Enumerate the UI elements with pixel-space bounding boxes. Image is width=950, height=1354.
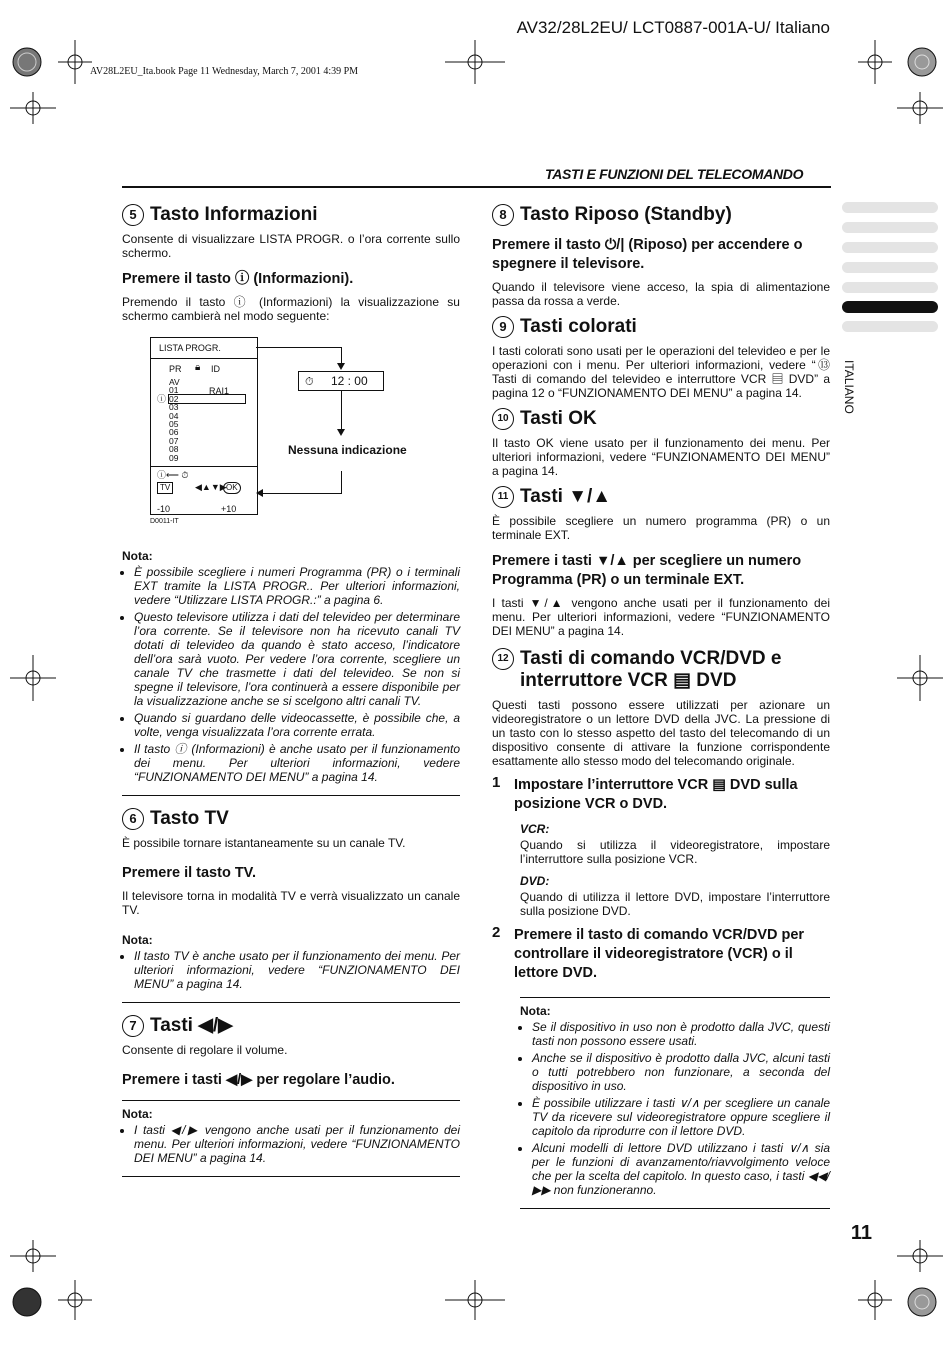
display-diagram	[122, 337, 460, 527]
section-5-heading	[122, 204, 460, 226]
section-number: 7	[122, 1015, 144, 1037]
section-title-text: Tasto Riposo (Standby)	[520, 204, 732, 225]
channel-id: RAI1	[209, 386, 230, 396]
section-number: 9	[492, 316, 514, 338]
figure-code: D0011-IT	[150, 518, 179, 525]
step-1-details	[520, 822, 830, 918]
step-text: Premere il tasto di comando VCR/DVD per controllare il videoregistratore (VCR) o il lettore DVD.	[514, 927, 805, 981]
section-6-heading	[122, 808, 460, 830]
page-number: 11	[850, 1222, 872, 1244]
side-tab	[842, 242, 938, 253]
section-title-text: Tasti OK	[520, 408, 597, 429]
info-to-clock-icon: ⓘ⟵ ⏱	[157, 470, 189, 480]
note-item: • È possibile scegliere i numeri Programma (PR) o i terminali EXT tramite la LISTA PROGR.. Per ulteriori informazioni, vedere “Utilizzare LISTA PROGR.:” a pagina 6.	[134, 565, 460, 607]
paragraph: Il tasto OK viene usato per il funzionamento dei menu. Per ulteriori informazioni, vedere “FUNZIONAMENTO DEI MENU” a pagina 14.	[492, 436, 830, 478]
section-title-text: Tasti ▼/▲	[520, 486, 612, 507]
subheading: Premere i tasti ◀/▶ per regolare l’audio.	[122, 1072, 395, 1088]
paragraph: Questi tasti possono essere utilizzati per azionare un videoregistratore o un lettore DVD della JVC. La pressione di un tasto con lo stesso aspetto del tasto del telecomando di un dispositivo consente di attivare la funzione corrispondente esattamente allo stesso modo del telecomando originale.	[492, 698, 830, 768]
note-box	[122, 1100, 460, 1177]
note-item: • Questo televisore utilizza i dati del televideo per determinare l’ora corrente. Se il televisore non ha ricevuto canali TV dotati di televideo da quando è stato acceso, l’indicatore dell’ora sarà vuoto. Per vedere l’ora corrente, scegliere un canale TV che trasmette i dati del televideo. Se non si spegne il televisore, l’ora continuerà a essere disponibile per la visualizzazione anche se si scelgono altri canali TV.	[134, 610, 460, 708]
paragraph: Quando il televisore viene acceso, la spia di alimentazione passa da rossa a verde.	[492, 280, 830, 308]
col-pr: PR	[169, 364, 182, 374]
step-1	[492, 776, 830, 814]
minus-ten: -10	[157, 504, 171, 514]
program-row: 03	[169, 402, 179, 413]
section-11-heading	[492, 486, 830, 508]
program-row: AV	[169, 377, 180, 387]
side-tab	[842, 282, 938, 293]
section-7-heading	[122, 1015, 460, 1037]
program-row: 07	[169, 435, 179, 446]
program-row: 06	[169, 427, 179, 438]
program-row-selected: 02	[169, 395, 245, 403]
vcr-label: VCR:	[520, 822, 550, 836]
section-8-heading	[492, 204, 830, 226]
subheading: Premere il tasto ⏻/| (Riposo) per accendere o spegnere il televisore.	[492, 237, 803, 272]
paragraph: Quando si utilizza il videoregistratore, impostare l’interruttore sulla posizione VCR.	[520, 838, 830, 866]
section-number: 6	[122, 808, 144, 830]
section-number: 8	[492, 204, 514, 226]
info-icon: ⓘ	[157, 394, 167, 404]
document-code: AV32/28L2EU/ LCT0887-001A-U/ Italiano	[516, 18, 830, 37]
paragraph: I tasti colorati sono usati per le operazioni del televideo e per le operazioni con i menu. Per ulteriori informazioni, vedere “⑬ Tasti di comando del televideo e interruttore VCR ▤ DVD” a pagina 12 o “FUNZIONAMENTO DEI MENU” a pagina 14.	[492, 344, 830, 400]
left-column	[122, 204, 460, 1189]
lock-icon: 🔒︎	[195, 362, 201, 373]
tv-button-icon: TV	[157, 482, 173, 494]
note-title: Nota:	[122, 1107, 153, 1121]
dpad-icon: ◀▲▼▶	[195, 482, 227, 492]
note-item: • Il tasto TV è anche usato per il funzionamento dei menu. Per ulteriori informazioni, vedere “FUNZIONAMENTO DEI MENU” a pagina 14.	[134, 949, 460, 991]
section-title-text: Tasto TV	[150, 808, 229, 829]
step-text: Impostare l’interruttore VCR ▤ DVD sulla posizione VCR o DVD.	[514, 777, 798, 812]
subheading: Premere il tasto TV.	[122, 865, 257, 881]
paragraph: Consente di visualizzare LISTA PROGR. o l’ora corrente sullo schermo.	[122, 232, 460, 260]
program-rows	[169, 378, 245, 462]
list-title: LISTA PROGR.	[159, 343, 221, 353]
step-2	[492, 926, 830, 983]
note-item: • I tasti ◀/▶ vengono anche usati per il funzionamento dei menu. Per ulteriori informazioni, vedere “FUNZIONAMENTO DEI MENU” a pagina 14.	[134, 1123, 460, 1165]
note-title: Nota:	[520, 1004, 551, 1018]
program-row: 01	[169, 385, 179, 396]
step-number: 1	[492, 774, 501, 791]
book-info-line: AV28L2EU_Ita.book Page 11 Wednesday, March 7, 2001 4:39 PM	[90, 66, 359, 77]
note-item: • Anche se il dispositivo è prodotto dalla JVC, alcuni tasti o tutti potrebbero non funzionare, a seconda del dispositivo in uso.	[532, 1051, 830, 1093]
note-box	[520, 997, 830, 1209]
note-box	[122, 927, 460, 1003]
ok-button-icon: OK	[223, 482, 241, 494]
program-row: 08	[169, 444, 179, 455]
side-tab	[842, 321, 938, 332]
paragraph: Quando di utilizza il lettore DVD, impostare l’interruttore sulla posizione DVD.	[520, 890, 830, 918]
paragraph: Consente di regolare il volume.	[122, 1043, 288, 1057]
section-number: 10	[492, 408, 514, 430]
section-10-heading	[492, 408, 830, 430]
note-title: Nota:	[122, 933, 153, 947]
no-indication-label: Nessuna indicazione	[288, 443, 407, 457]
col-id: ID	[211, 364, 220, 374]
paragraph: È possibile scegliere un numero programma (PR) o un terminale EXT.	[492, 514, 830, 542]
side-tab	[842, 202, 938, 213]
step-number: 2	[492, 924, 501, 941]
subheading: Premere il tasto ⓘ (Informazioni).	[122, 271, 354, 287]
language-label: ITALIANO	[842, 360, 856, 414]
paragraph: I tasti ▼/▲ vengono anche usati per il funzionamento dei menu. Per ulteriori informazioni, vedere “FUNZIONAMENTO DEI MENU” a pagina 14.	[492, 596, 830, 638]
plus-ten: +10	[221, 504, 237, 514]
note-item: • Se il dispositivo in uso non è prodotto dalla JVC, questi tasti non possono essere usati.	[532, 1020, 830, 1048]
section-title: TASTI E FUNZIONI DEL TELECOMANDO	[545, 166, 804, 182]
note-item: • È possibile utilizzare i tasti ∨/∧ per scegliere un canale TV da ricevere sul videoregistratore oppure scegliere il capitolo da riprodurre con il lettore DVD.	[532, 1096, 830, 1138]
program-list-screen	[150, 337, 258, 515]
subheading: Premere i tasti ▼/▲ per scegliere un numero Programma (PR) o un terminale EXT.	[492, 553, 802, 588]
clock-display	[298, 371, 384, 391]
paragraph: È possibile tornare istantaneamente su un canale TV.	[122, 836, 406, 850]
note-item: • Alcuni modelli di lettore DVD utilizzano i tasti ∨/∧ sia per le funzioni di avanzamento/riavvolgimento veloce che per la scelta del capitolo. In questo caso, i tasti ◀◀/▶▶ non funzioneranno.	[532, 1141, 830, 1197]
right-column	[492, 204, 830, 1221]
section-title-text: Tasti colorati	[520, 316, 637, 337]
note-title: Nota:	[122, 549, 153, 563]
section-number: 11	[492, 486, 514, 508]
clock-icon: ⏱	[305, 376, 314, 388]
section-number: 5	[122, 204, 144, 226]
program-row: 09	[169, 452, 179, 463]
section-title-text: Tasti ◀/▶	[150, 1015, 233, 1036]
program-row: 05	[169, 419, 179, 430]
section-title-text: Tasti di comando VCR/DVD e interruttore VCR ▤ DVD	[520, 648, 782, 691]
side-tab	[842, 262, 938, 273]
note-item: • Quando si guardano delle videocassette, è possibile che, a volte, venga visualizzata l’ora corrente errata.	[134, 711, 460, 739]
section-12-heading	[492, 648, 830, 692]
dvd-label: DVD:	[520, 874, 550, 888]
note-box	[122, 537, 460, 796]
section-rule	[122, 186, 831, 188]
program-row: 04	[169, 410, 179, 421]
side-tab-active	[842, 301, 938, 313]
section-number: 12	[492, 648, 514, 670]
note-item: • Il tasto ⓘ (Informazioni) è anche usato per il funzionamento dei menu. Per ulteriori informazioni, vedere “FUNZIONAMENTO DEI MENU” a pagina 14.	[134, 742, 460, 784]
paragraph: Il televisore torna in modalità TV e verrà visualizzato un canale TV.	[122, 889, 460, 917]
clock-time: 12 : 00	[330, 374, 368, 388]
section-title-text: Tasto Informazioni	[150, 204, 318, 225]
side-tab	[842, 222, 938, 233]
paragraph: Premendo il tasto ⓘ (Informazioni) la visualizzazione su schermo cambierà nel modo seguente:	[122, 295, 460, 323]
section-9-heading	[492, 316, 830, 338]
